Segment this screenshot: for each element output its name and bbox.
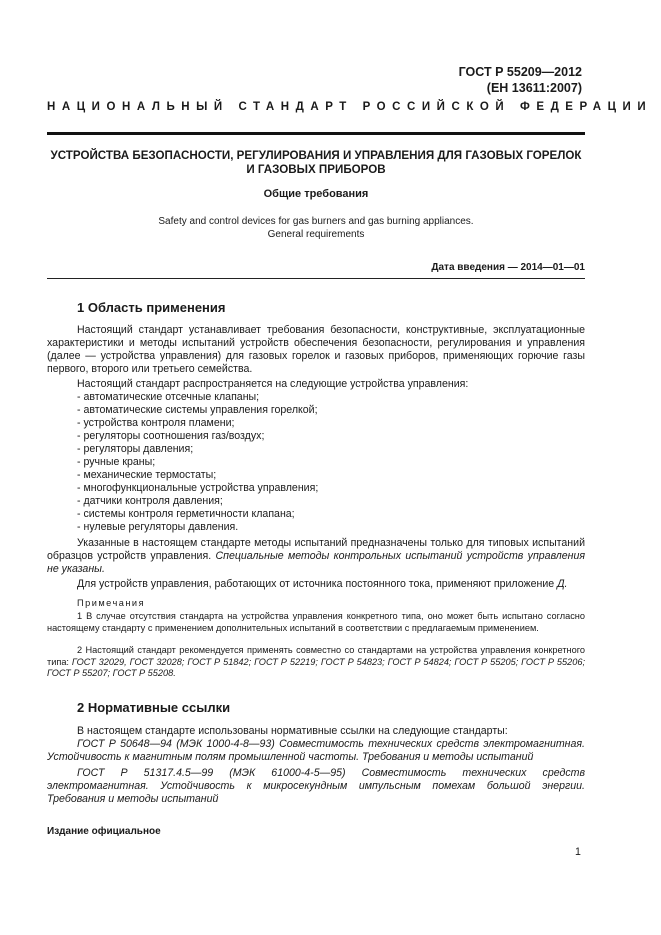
reference-1-text: ГОСТ Р 50648—94 (МЭК 1000-4-8—93) Совместимость технических средств электромагнитная. Устойчивость к магнитным полям промышленной частоты. Требования и методы испытаний — [47, 738, 585, 763]
section-2-heading: 2 Нормативные ссылки — [77, 700, 231, 715]
section-2-paragraph-1: В настоящем стандарте использованы нормативные ссылки на следующие стандарты: — [77, 725, 508, 737]
section-1-paragraph-1: Настоящий стандарт устанавливает требования безопасности, конструктивные, эксплуатационные характеристики и методы испытаний устройств обеспечения безопасности, регулирования и управления (далее — устройства управления) для газовых горелок и газовых приборов, применяющих горючие газы первого, второго или третьего семейства. — [47, 324, 585, 375]
title-line-1: УСТРОЙСТВА БЕЗОПАСНОСТИ, РЕГУЛИРОВАНИЯ И УПРАВЛЕНИЯ ДЛЯ ГАЗОВЫХ ГОРЕЛОК — [50, 149, 582, 162]
document-title — [47, 149, 585, 177]
list-item: - системы контроля герметичности клапана; — [77, 508, 295, 520]
list-item: - нулевые регуляторы давления. — [77, 521, 239, 533]
list-item: - устройства контроля пламени; — [77, 417, 235, 429]
list-item: - датчики контроля давления; — [77, 495, 223, 507]
page-number: 1 — [575, 846, 581, 858]
introduction-date: Дата введения — 2014—01—01 — [431, 262, 585, 273]
list-item: - ручные краны; — [77, 456, 156, 468]
en-code: (ЕН 13611:2007) — [486, 81, 582, 95]
document-code — [0, 64, 582, 96]
notes-label: Примечания — [77, 598, 146, 608]
normative-reference-2 — [47, 767, 585, 806]
test-methods-text: Указанные в настоящем стандарте методы испытаний предназначены только для типовых испытаний образцов устройств управления. — [47, 537, 585, 562]
date-rule — [47, 278, 585, 279]
list-item: - регуляторы соотношения газ/воздух; — [77, 430, 265, 442]
document-subtitle: Общие требования — [263, 188, 369, 200]
note-2 — [47, 645, 585, 680]
list-item: - автоматические отсечные клапаны; — [77, 391, 260, 403]
section-1-heading: 1 Область применения — [77, 300, 226, 315]
note-1: 1 В случае отсутствия стандарта на устройства управления конкретного типа, оно может быть испытано согласно настоящему стандарту с применением дополнительных испытаний в соответствии с предлагаемым применением. — [47, 611, 585, 633]
edition-label: Издание официальное — [47, 826, 161, 837]
list-item: - механические термостаты; — [77, 469, 217, 481]
english-title-line-2: General requirements — [267, 228, 365, 240]
special-methods-text: Специальные методы контрольных испытаний устройств управления не указаны. — [47, 550, 585, 575]
english-title — [47, 216, 585, 241]
reference-2-text: ГОСТ Р 51317.4.5—99 (МЭК 61000-4-5—95) Совместимость технических средств электромагнитная. Устойчивость к микросекундным импульсным помехам большой энергии. Требования и методы испытаний — [47, 767, 585, 805]
dc-appendix-text: Для устройств управления, работающих от источника постоянного тока, применяют приложение — [77, 578, 558, 590]
list-item: - многофункциональные устройства управления; — [77, 482, 319, 494]
section-1-paragraph-3 — [47, 537, 585, 576]
national-standard-heading: НАЦИОНАЛЬНЫЙ СТАНДАРТ РОССИЙСКОЙ ФЕДЕРАЦИИ — [47, 101, 653, 113]
gost-code: ГОСТ Р 55209—2012 — [458, 65, 582, 79]
english-title-line-1: Safety and control devices for gas burners and gas burning appliances. — [158, 216, 474, 227]
list-item: - автоматические системы управления горелкой; — [77, 404, 318, 416]
list-item: - регуляторы давления; — [77, 443, 194, 455]
note-2-text: 2 Настоящий стандарт рекомендуется применять совместно со стандартами на устройства управления конкретного типа: — [47, 645, 585, 667]
note-2-standards: ГОСТ 32029, ГОСТ 32028; ГОСТ Р 51842; ГОСТ Р 52219; ГОСТ Р 54823; ГОСТ Р 54824; ГОСТ Р 55205; ГОСТ Р 55206; ГОСТ Р 55207; ГОСТ Р 55208. — [47, 656, 586, 678]
title-line-2: И ГАЗОВЫХ ПРИБОРОВ — [246, 163, 386, 176]
header-rule — [47, 132, 585, 135]
section-1-paragraph-4 — [47, 578, 585, 591]
section-1-paragraph-2: Настоящий стандарт распространяется на следующие устройства управления: — [77, 378, 469, 390]
normative-reference-1 — [47, 738, 585, 764]
appendix-letter: Д. — [557, 578, 568, 590]
